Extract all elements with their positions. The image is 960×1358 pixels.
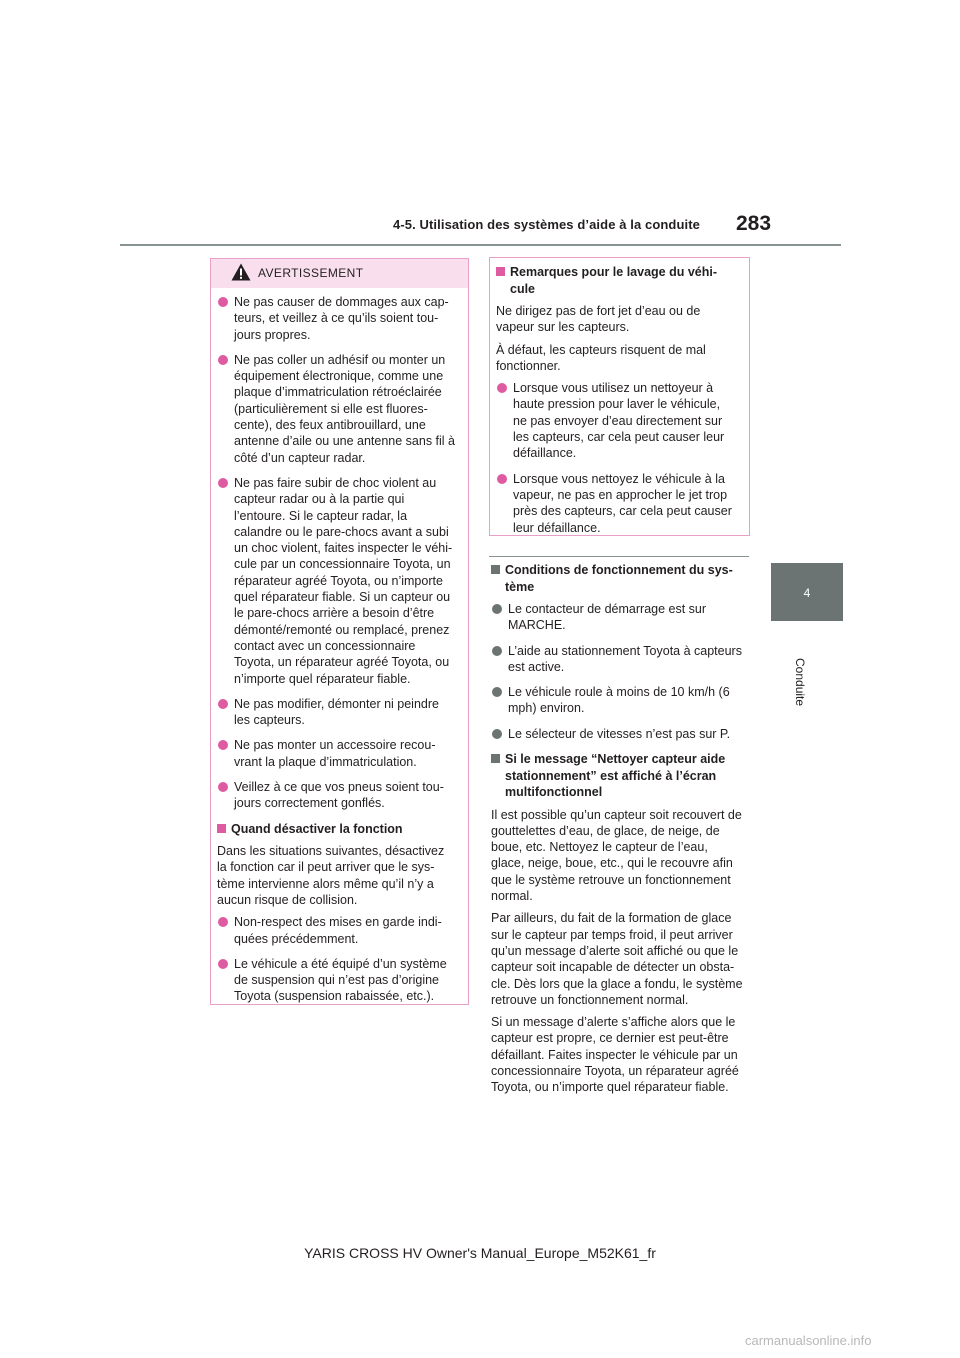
paragraph: Si un message d’alerte s’affiche alors que le capteur est propre, ce dernier est peut-être défaillant. Faites inspecter le véhicule par un concessionnaire Toyota, un réparateur agréé Toyota, ou n’importe quel réparateur fiable. xyxy=(491,1015,739,1095)
circle-bullet-icon xyxy=(492,646,502,656)
list-item-text: L’aide au stationnement Toyota à capteurs est active. xyxy=(508,643,742,674)
list-item-text: Le sélecteur de vitesses n’est pas sur P. xyxy=(508,726,731,741)
paragraph: Il est possible qu’un capteur soit recouvert de gouttelettes d’eau, de glace, de neige, de boue, etc. Nettoyez le capteur de l’eau, glace, neige, boue, etc., qui le recouvre afin que le système retrouve un fonctionnement normal. xyxy=(491,807,742,904)
circle-bullet-icon xyxy=(218,699,228,709)
list-item-text: Veillez à ce que vos pneus soient tou- jours correctement gonflés. xyxy=(234,780,444,811)
chapter-number: 4 xyxy=(803,586,811,600)
watermark: carmanualsonline.info xyxy=(745,1333,872,1348)
list-item-text: Ne pas modifier, démonter ni peindre les capteurs. xyxy=(234,696,439,728)
list-item xyxy=(496,380,741,461)
list-item xyxy=(491,684,753,717)
list-item xyxy=(217,956,460,1005)
warning-triangle-icon xyxy=(231,263,251,281)
section-divider xyxy=(489,556,749,557)
circle-bullet-icon xyxy=(218,297,228,307)
circle-bullet-icon xyxy=(218,740,228,750)
paragraph: Par ailleurs, du fait de la formation de glace sur le capteur par temps froid, il peut arriver qu’un message d’alerte soit affiché ou que le capteur soit incapable de détecter un obsta- cle. Dès lors que la glace a fondu, le système retrouve un fonctionnement normal. xyxy=(491,911,743,1007)
warning-header xyxy=(211,259,468,288)
circle-bullet-icon xyxy=(218,917,228,927)
list-item-text: Non-respect des mises en garde indi- quées précédemment. xyxy=(234,915,442,946)
list-item-text: Lorsque vous nettoyez le véhicule à la vapeur, ne pas en approcher le jet trop près des capteurs, car cela peut causer leur défaillance. xyxy=(513,471,732,535)
paragraph: Ne dirigez pas de fort jet d’eau ou de vapeur sur les capteurs. xyxy=(496,304,701,335)
list-item-text: Le véhicule a été équipé d’un système de suspension qui n’est pas d’origine Toyota (suspension rabaissée, etc.). xyxy=(234,956,447,1004)
washing-notes-box xyxy=(489,257,750,536)
square-bullet-icon xyxy=(496,267,505,276)
list-item xyxy=(496,471,741,536)
conditions-title: Conditions de fonctionnement du sys- tème xyxy=(491,562,753,595)
circle-bullet-icon xyxy=(492,729,502,739)
list-item-text: Ne pas faire subir de choc violent au capteur radar ou à la partie qui l’entoure. Si le capteur radar, la calandre ou le pare-chocs avant a subi un choc violent, faites inspecter le véhi- cule par un concessionnaire Toyota, un réparateur agréé Toyota, ou n’importe quel réparateur fiable. Si un capteur ou le pare-chocs arrière a besoin d’être démonté/remonté ou remplacé, prenez contact avec un concessionnaire Toyota, un réparateur agréé Toyota, ou n’importe quel réparateur fiable. xyxy=(234,475,453,686)
list-item-text: Le véhicule roule à moins de 10 km/h (6 mph) environ. xyxy=(508,685,730,716)
list-item xyxy=(217,475,460,687)
list-item xyxy=(217,914,460,947)
footer-manual-title: YARIS CROSS HV Owner's Manual_Europe_M52K61_fr xyxy=(304,1245,656,1261)
list-item-text: Ne pas coller un adhésif ou monter un équipement électronique, comme une plaque d’immatriculation rétroéclairée (particulièrement si elle est fluores- cente), des feux antibrouillard, une antenne d’aile ou une antenne sans fil à côté d’un capteur radar. xyxy=(234,352,456,465)
square-bullet-icon xyxy=(217,824,226,833)
circle-bullet-icon xyxy=(497,474,507,484)
deactivate-section-text: Dans les situations suivantes, désactivez la fonction car il peut arriver que le sys- tème intervienne alors même qu’il n’y a aucun risque de collision. xyxy=(217,844,445,907)
list-item xyxy=(217,696,460,729)
circle-bullet-icon xyxy=(218,959,228,969)
paragraph: À défaut, les capteurs risquent de mal fonctionner. xyxy=(496,342,706,373)
list-item xyxy=(491,643,753,676)
list-item xyxy=(217,779,460,812)
circle-bullet-icon xyxy=(218,355,228,365)
page-number: 283 xyxy=(736,212,772,235)
washing-notes-title: Remarques pour le lavage du véhi- cule xyxy=(496,264,741,297)
list-item xyxy=(217,737,460,770)
chapter-tab[interactable] xyxy=(771,563,843,621)
right-column xyxy=(491,562,753,1102)
circle-bullet-icon xyxy=(218,782,228,792)
list-item xyxy=(491,601,753,634)
clean-sensor-message-title: Si le message “Nettoyer capteur aide stationnement” est affiché à l’écran multifonctionnel xyxy=(491,751,753,801)
warning-box xyxy=(210,258,469,1005)
list-item xyxy=(217,294,460,343)
circle-bullet-icon xyxy=(497,383,507,393)
section-header-title: 4-5. Utilisation des systèmes d’aide à la conduite xyxy=(393,217,700,232)
circle-bullet-icon xyxy=(492,687,502,697)
list-item-text: Le contacteur de démarrage est sur MARCHE. xyxy=(508,602,707,633)
deactivate-section-title: Quand désactiver la fonction xyxy=(217,821,460,838)
square-bullet-icon xyxy=(491,754,500,763)
square-bullet-icon xyxy=(491,565,500,574)
list-item-text: Ne pas monter un accessoire recou- vrant la plaque d’immatriculation. xyxy=(234,738,436,769)
warning-label: AVERTISSEMENT xyxy=(258,266,364,280)
list-item xyxy=(217,352,460,466)
list-item-text: Lorsque vous utilisez un nettoyeur à haute pression pour laver le véhicule, ne pas envoyer d’eau directement sur les capteurs, car cela peut causer leur défaillance. xyxy=(513,381,725,461)
list-item-text: Ne pas causer de dommages aux cap- teurs, et veillez à ce qu’ils soient tou- jours propres. xyxy=(234,295,449,342)
header-divider xyxy=(120,244,841,246)
warning-content xyxy=(211,288,468,1005)
circle-bullet-icon xyxy=(218,478,228,488)
circle-bullet-icon xyxy=(492,604,502,614)
chapter-label: Conduite xyxy=(793,658,807,707)
list-item xyxy=(491,726,753,742)
